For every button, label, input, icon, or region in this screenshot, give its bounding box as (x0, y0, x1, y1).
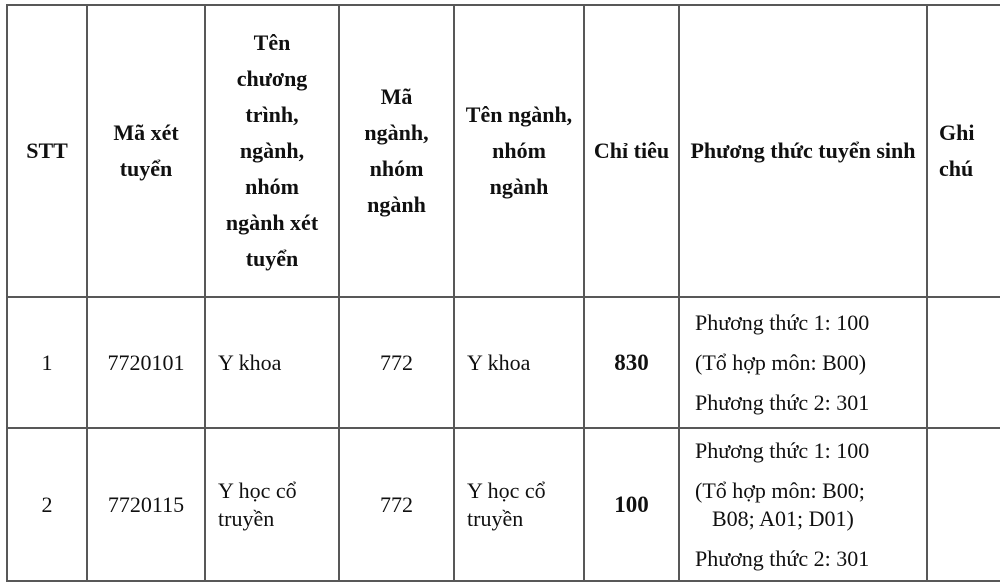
cell-program-name: Y học cổ truyền (205, 428, 339, 581)
method-line: B08; A01; D01) (712, 505, 854, 531)
cell-program-name: Y khoa (205, 297, 339, 428)
cell-major-name: Y học cổ truyền (454, 428, 584, 581)
cell-quota: 830 (584, 297, 679, 428)
method-line: Phương thức 1: 100 (695, 309, 870, 335)
cell-major-name: Y khoa (454, 297, 584, 428)
cell-stt: 1 (7, 297, 87, 428)
header-cell-major-code: Mã ngành, nhóm ngành (339, 5, 454, 297)
cell-major-code: 772 (339, 428, 454, 581)
cell-admission-code: 7720115 (87, 428, 205, 581)
table-row (7, 428, 1000, 581)
method-line: Phương thức 1: 100 (695, 437, 870, 463)
method-line: Phương thức 2: 301 (695, 389, 870, 415)
header-cell-admission-code: Mã xét tuyển (87, 5, 205, 297)
method-line: (Tổ hợp môn: B00; (695, 477, 865, 503)
cell-admission-methods (679, 428, 927, 581)
cell-admission-code: 7720101 (87, 297, 205, 428)
cell-stt: 2 (7, 428, 87, 581)
cell-note (927, 428, 1000, 581)
header-cell-admission-method: Phương thức tuyển sinh (679, 5, 927, 297)
header-cell-program-name: Tên chương trình, ngành, nhóm ngành xét tuyển (205, 5, 339, 297)
header-cell-note: Ghi chú (927, 5, 1000, 297)
method-line: Phương thức 2: 301 (695, 545, 870, 571)
cell-major-code: 772 (339, 297, 454, 428)
header-row (7, 5, 1000, 297)
cell-admission-methods (679, 297, 927, 428)
header-cell-stt: STT (7, 5, 87, 297)
method-line: (Tổ hợp môn: B00) (695, 349, 867, 375)
admissions-quota-table (6, 4, 1000, 582)
header-cell-major-name: Tên ngành, nhóm ngành (454, 5, 584, 297)
cell-quota: 100 (584, 428, 679, 581)
header-cell-quota: Chỉ tiêu (584, 5, 679, 297)
cell-note (927, 297, 1000, 428)
table-row (7, 297, 1000, 428)
